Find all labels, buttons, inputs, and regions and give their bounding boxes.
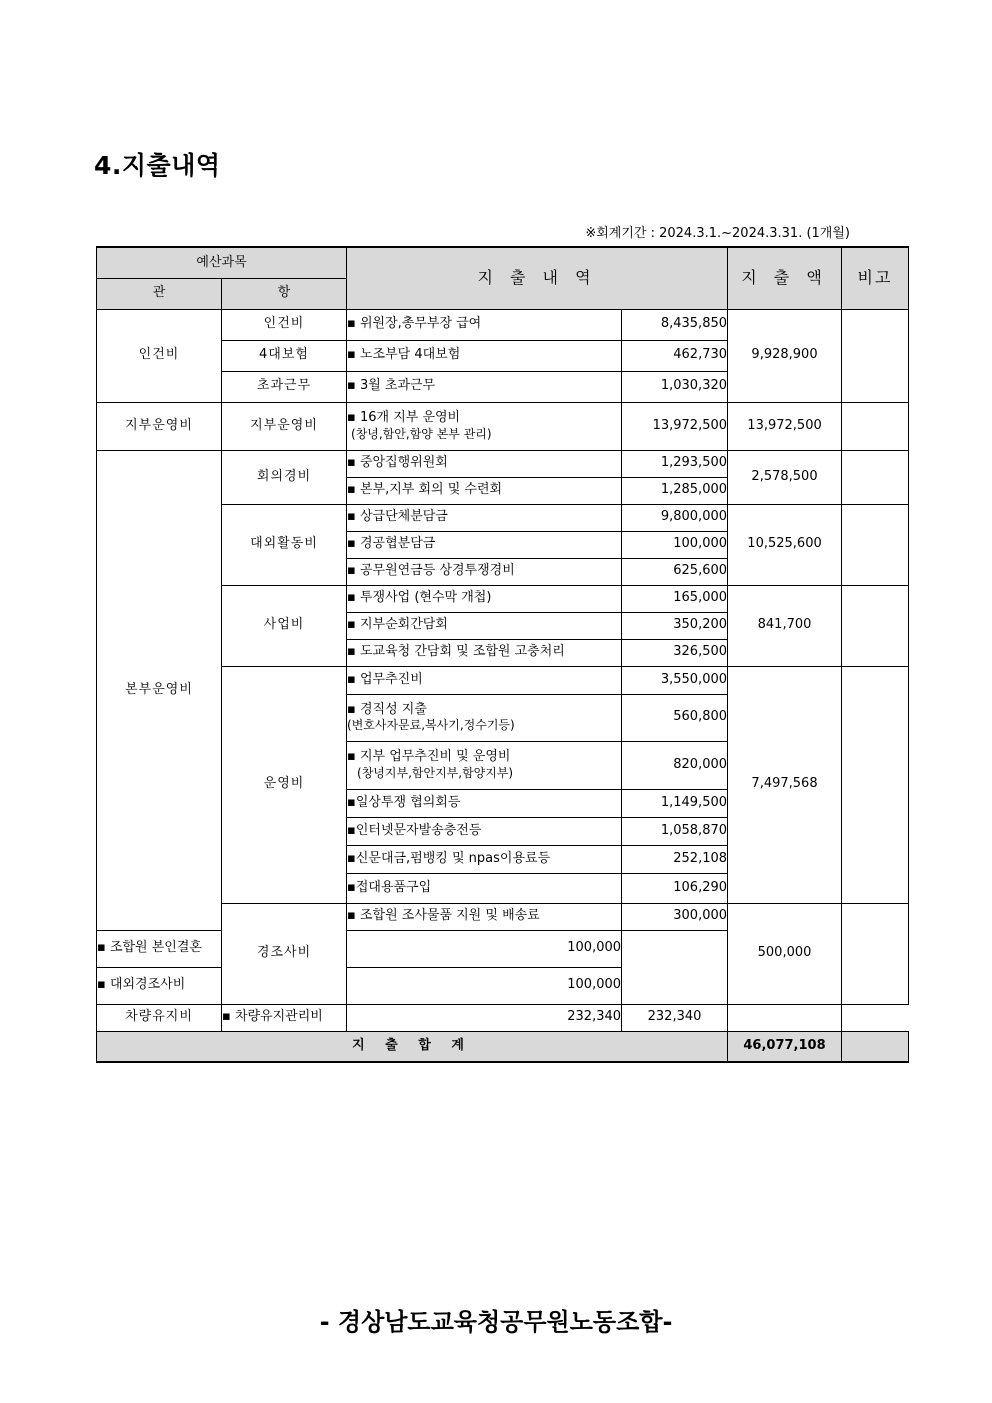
item-label: 경조사비 (222, 903, 347, 1004)
row-amount: 100,000 (347, 967, 622, 1004)
table-row (97, 402, 909, 450)
row-amount: 165,000 (622, 585, 728, 612)
row-desc: ▪ 투쟁사업 (현수막 개첩) (347, 585, 622, 612)
row-desc: ▪ 3월 초과근무 (347, 371, 622, 402)
row-desc-main: ▪ 16개 지부 운영비 (347, 410, 461, 426)
item-total: 9,928,900 (728, 309, 842, 402)
row-amount: 625,600 (622, 558, 728, 585)
row-desc: ▪ 지부순회간담회 (347, 612, 622, 639)
row-desc-sub: (변호사자문료,복사기,정수기등) (347, 718, 515, 733)
sum-row (97, 1031, 909, 1062)
organization-footer: - 경상남도교육청공무원노동조합- (319, 1308, 673, 1336)
row-amount: 300,000 (622, 903, 728, 930)
item-label: 지부운영비 (222, 402, 347, 450)
row-amount: 9,800,000 (622, 504, 728, 531)
row-desc-sub: (창녕지부,함안지부,함양지부) (357, 765, 514, 780)
row-amount: 1,030,320 (622, 371, 728, 402)
item-total: 2,578,500 (728, 450, 842, 504)
row-desc: ▪신문대금,펌뱅킹 및 npas이용료등 (347, 845, 622, 873)
page-title: 4.지출내역 (94, 151, 221, 180)
row-amount: 560,800 (622, 694, 728, 741)
row-desc: ▪ 공무원연금등 상경투쟁경비 (347, 558, 622, 585)
item-total: 841,700 (728, 585, 842, 666)
note-cell (842, 309, 909, 402)
item-label: 대외활동비 (222, 504, 347, 585)
sum-note-cell (842, 1031, 909, 1062)
row-amount: 1,293,500 (622, 450, 728, 477)
item-total: 500,000 (728, 903, 842, 1004)
table-row (97, 1004, 909, 1031)
row-amount: 106,290 (622, 873, 728, 903)
row-desc-sub: (창녕,함안,함양 본부 관리) (351, 426, 492, 441)
item-total: 13,972,500 (728, 402, 842, 450)
row-amount: 100,000 (347, 930, 622, 967)
row-amount: 326,500 (622, 639, 728, 666)
expenditure-table (96, 246, 909, 1063)
row-desc-main: ▪ 지부 업무추진비 및 운영비 (347, 749, 511, 765)
row-amount: 1,058,870 (622, 817, 728, 845)
note-header: 비고 (842, 247, 909, 309)
row-desc: ▪일상투쟁 협의회등 (347, 789, 622, 817)
row-desc: ▪ 경공협분담금 (347, 531, 622, 558)
row-desc: ▪인터넷문자발송충전등 (347, 817, 622, 845)
row-desc: ▪접대용품구입 (347, 873, 622, 903)
row-desc: ▪ 조합원 본인결혼 (97, 930, 222, 967)
item-label: 인건비 (222, 309, 347, 340)
row-amount: 252,108 (622, 845, 728, 873)
note-cell (842, 504, 909, 585)
row-desc: ▪ 노조부담 4대보험 (347, 340, 622, 371)
row-desc: ▪ 조합원 조사물품 지원 및 배송료 (347, 903, 622, 930)
item-label: 4대보험 (222, 340, 347, 371)
item-total: 10,525,600 (728, 504, 842, 585)
item-total: 232,340 (622, 1004, 728, 1031)
sum-value: 46,077,108 (728, 1031, 842, 1062)
row-amount: 350,200 (622, 612, 728, 639)
row-desc: ▪ 본부,지부 회의 및 수련회 (347, 477, 622, 504)
row-amount: 462,730 (622, 340, 728, 371)
row-amount: 3,550,000 (622, 666, 728, 694)
row-desc: ▪ 상급단체분담금 (347, 504, 622, 531)
row-desc: ▪ 업무추진비 (347, 666, 622, 694)
row-amount: 1,285,000 (622, 477, 728, 504)
note-cell (728, 1004, 842, 1031)
accounting-period: ※회계기간 : 2024.3.1.~2024.3.31. (1개월) (585, 226, 850, 241)
note-cell (842, 666, 909, 903)
row-amount: 232,340 (347, 1004, 622, 1031)
table-row (97, 450, 909, 477)
item-label: 운영비 (222, 666, 347, 903)
row-desc (347, 741, 622, 789)
sum-label: 지 출 합 계 (97, 1031, 728, 1062)
group-label: 본부운영비 (97, 450, 222, 930)
row-amount: 100,000 (622, 531, 728, 558)
row-desc (347, 694, 622, 741)
item-label: 차량유지비 (97, 1004, 222, 1031)
table-row (97, 309, 909, 340)
row-amount: 820,000 (622, 741, 728, 789)
row-desc: ▪ 도교육청 간담회 및 조합원 고충처리 (347, 639, 622, 666)
note-cell (842, 903, 909, 1004)
note-cell (842, 585, 909, 666)
row-desc-main: ▪ 경직성 지출 (347, 701, 427, 717)
note-cell (842, 450, 909, 504)
row-desc (347, 402, 622, 450)
budget-item-header: 예산과목 (97, 247, 347, 278)
row-desc: ▪ 차량유지관리비 (222, 1004, 347, 1031)
row-desc: ▪ 위원장,총무부장 급여 (347, 309, 622, 340)
details-header: 지 출 내 역 (347, 247, 728, 309)
group-label: 인건비 (97, 309, 222, 402)
gwan-header: 관 (97, 278, 222, 309)
item-label: 초과근무 (222, 371, 347, 402)
hang-header: 항 (222, 278, 347, 309)
item-total: 7,497,568 (728, 666, 842, 903)
row-amount: 13,972,500 (622, 402, 728, 450)
row-desc: ▪ 중앙집행위원회 (347, 450, 622, 477)
item-label: 회의경비 (222, 450, 347, 504)
row-amount: 8,435,850 (622, 309, 728, 340)
row-desc: ▪ 대외경조사비 (97, 967, 222, 1004)
item-label: 사업비 (222, 585, 347, 666)
amount-header: 지 출 액 (728, 247, 842, 309)
row-amount: 1,149,500 (622, 789, 728, 817)
group-label: 지부운영비 (97, 402, 222, 450)
note-cell (842, 402, 909, 450)
